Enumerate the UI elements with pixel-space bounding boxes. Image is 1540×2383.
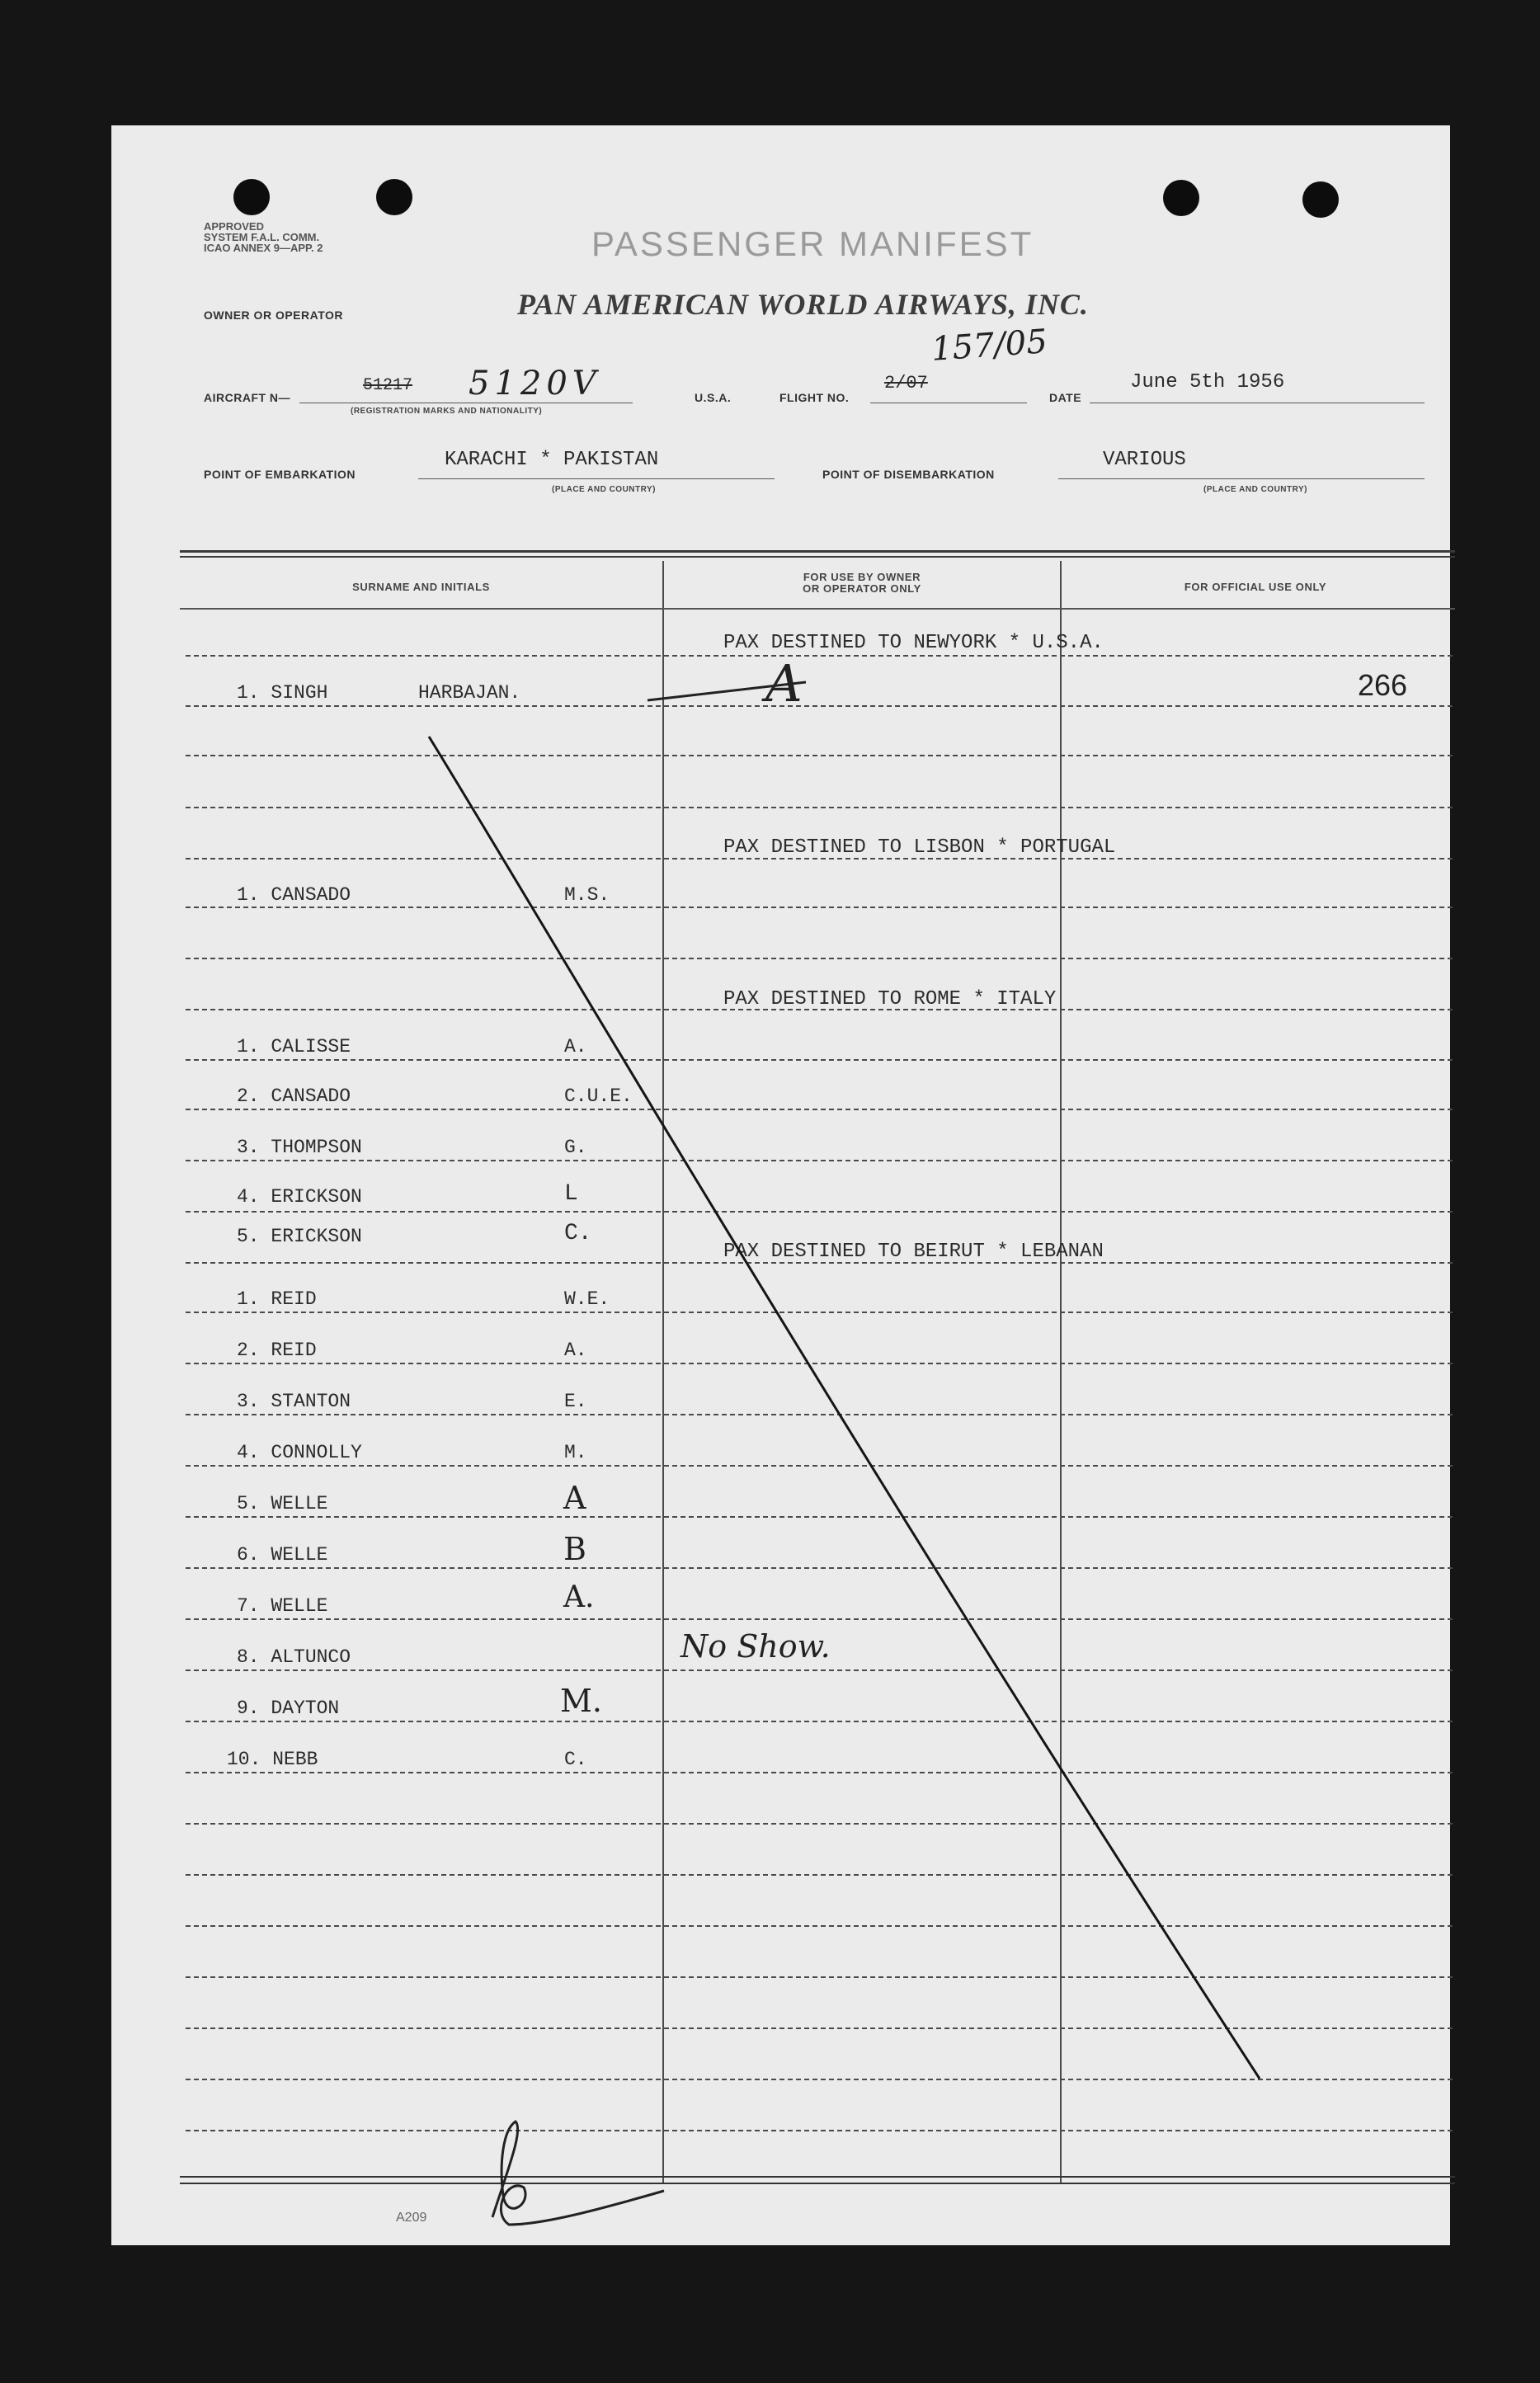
passenger-surname: CONNOLLY	[271, 1442, 362, 1463]
embarkation-value: KARACHI * PAKISTAN	[445, 449, 659, 471]
destination-rome: PAX DESTINED TO ROME * ITALY	[723, 988, 1057, 1010]
passenger-number: 4.	[237, 1442, 260, 1463]
disembarkation-caption: (PLACE AND COUNTRY)	[1203, 485, 1307, 494]
cancel-line	[429, 737, 1260, 2079]
passenger-number: 10.	[227, 1749, 261, 1770]
passenger-number: 1.	[237, 1036, 260, 1057]
passenger-number: 3.	[237, 1391, 260, 1412]
passenger-surname: WELLE	[271, 1595, 328, 1617]
passenger-surname: SINGH	[271, 682, 328, 704]
date-value: June 5th 1956	[1130, 371, 1285, 393]
passenger-number: 8.	[237, 1646, 260, 1668]
passenger-number: 1.	[237, 682, 260, 704]
form-title: PASSENGER MANIFEST	[591, 224, 1034, 263]
passenger-initials: M.S.	[564, 884, 610, 906]
passenger-surname: REID	[271, 1340, 317, 1361]
disembarkation-label: POINT OF DISEMBARKATION	[822, 468, 995, 481]
official-column-header: FOR OFFICIAL USE ONLY	[1184, 581, 1327, 593]
passenger-initials: A.	[564, 1036, 587, 1057]
aircraft-struck: 51217	[363, 376, 413, 395]
surname-column-header: SURNAME AND INITIALS	[352, 581, 490, 593]
passenger-surname: ERICKSON	[271, 1186, 362, 1208]
disembarkation-value: VARIOUS	[1103, 449, 1186, 471]
passenger-number: 7.	[237, 1595, 260, 1617]
passenger-initials: L	[564, 1181, 578, 1207]
passenger-surname: THOMPSON	[271, 1137, 362, 1158]
usa-label: U.S.A.	[695, 391, 732, 404]
passenger-number: 1.	[237, 884, 260, 906]
owner-label: OWNER OR OPERATOR	[204, 308, 343, 322]
passenger-number: 5.	[237, 1493, 260, 1514]
passenger-surname: REID	[271, 1288, 317, 1310]
approval-line: APPROVED	[204, 220, 264, 233]
handwritten-reference: 157/05	[930, 323, 1049, 369]
company-name: PAN AMERICAN WORLD AIRWAYS, INC.	[517, 288, 1089, 321]
passenger-surname: ALTUNCO	[271, 1646, 351, 1668]
passenger-number: 6.	[237, 1544, 260, 1566]
passenger-initials: A.	[564, 1340, 587, 1361]
passenger-number: 5.	[237, 1226, 260, 1247]
owner-column-header-line: FOR USE BY OWNER	[803, 571, 921, 583]
passenger-surname: DAYTON	[271, 1698, 340, 1719]
no-show-note: No Show.	[681, 1628, 831, 1665]
passenger-initials: C.U.E.	[564, 1086, 633, 1107]
passenger-number: 2.	[237, 1340, 260, 1361]
destination-beirut: PAX DESTINED TO BEIRUT * LEBANAN	[723, 1241, 1104, 1263]
owner-handwritten-mark: A	[765, 653, 803, 713]
destination-newyork: PAX DESTINED TO NEWYORK * U.S.A.	[723, 632, 1104, 654]
footer-code: A209	[396, 2211, 427, 2225]
ink-overlay	[111, 125, 1450, 2245]
passenger-surname: CANSADO	[271, 1086, 351, 1107]
passenger-initials: W.E.	[564, 1288, 610, 1310]
approval-line: ICAO ANNEX 9—APP. 2	[204, 242, 323, 254]
passenger-number: 1.	[237, 1288, 260, 1310]
passenger-initials: HARBAJAN.	[418, 682, 521, 704]
passenger-initials: B	[563, 1531, 586, 1567]
passenger-initials: C.	[564, 1749, 587, 1770]
passenger-surname: WELLE	[271, 1493, 328, 1514]
passenger-surname: ERICKSON	[271, 1226, 362, 1247]
passenger-surname: NEBB	[272, 1749, 318, 1770]
passenger-initials: C.	[564, 1221, 592, 1246]
approval-line: SYSTEM F.A.L. COMM.	[204, 231, 320, 243]
passenger-number: 9.	[237, 1698, 260, 1719]
signature-initials	[492, 2122, 664, 2225]
passenger-surname: CANSADO	[271, 884, 351, 906]
passenger-surname: CALISSE	[271, 1036, 351, 1057]
aircraft-label: AIRCRAFT N—	[204, 391, 291, 404]
passenger-initials: M.	[560, 1683, 602, 1719]
passenger-initials: A.	[563, 1580, 595, 1614]
owner-column-header-line: OR OPERATOR ONLY	[803, 582, 921, 595]
registration-caption: (REGISTRATION MARKS AND NATIONALITY)	[351, 407, 543, 416]
destination-lisbon: PAX DESTINED TO LISBON * PORTUGAL	[723, 836, 1116, 859]
passenger-number: 4.	[237, 1186, 260, 1208]
embarkation-caption: (PLACE AND COUNTRY)	[552, 485, 656, 494]
aircraft-handwritten: 5120V	[469, 365, 601, 403]
embarkation-label: POINT OF EMBARKATION	[204, 468, 356, 481]
owner-mark-stroke	[648, 682, 806, 700]
flight-struck: 2/07	[884, 373, 928, 393]
official-number: 266	[1358, 668, 1408, 702]
passenger-initials: M.	[564, 1442, 587, 1463]
passenger-initials: G.	[564, 1137, 587, 1158]
passenger-number: 2.	[237, 1086, 260, 1107]
passenger-initials: A	[563, 1480, 586, 1516]
passenger-number: 3.	[237, 1137, 260, 1158]
passenger-initials: E.	[564, 1391, 587, 1412]
manifest-sheet	[111, 125, 1450, 2245]
date-label: DATE	[1049, 391, 1082, 404]
passenger-surname: WELLE	[271, 1544, 328, 1566]
passenger-surname: STANTON	[271, 1391, 351, 1412]
flight-label: FLIGHT NO.	[779, 391, 850, 404]
